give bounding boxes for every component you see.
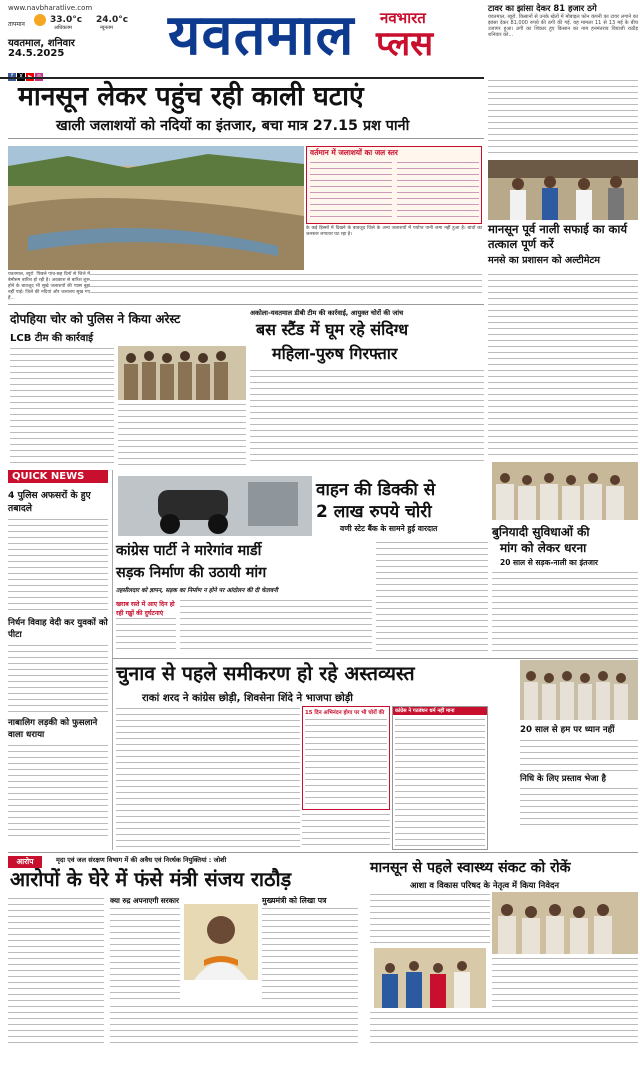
- social-icons: [8, 63, 43, 72]
- twenty-years-headline: 20 साल से हम पर ध्यान नहीं: [520, 725, 615, 735]
- aarop-tag: आरोप: [8, 856, 42, 868]
- weather-widget: [8, 14, 158, 32]
- dharna-image: [492, 462, 638, 520]
- brand-bottom: प्लस: [376, 24, 434, 64]
- election-headline: चुनाव से पहले समीकरण हो रहे अस्तव्यस्त: [116, 662, 415, 685]
- bus-headline-2: महिला-पुरुष गिरफ्तार: [272, 344, 398, 363]
- buniyadi-headline-2: मांग को लेकर धरना: [500, 541, 587, 555]
- aarop-kicker: मृदा एवं जल संरक्षण विभाग में की अवैध एवं निरर्थक नियुक्तियां : जोशी: [56, 856, 227, 864]
- health-subhead: आशा व विकास परिषद के नेतृत्व में किया निवेदन: [410, 880, 560, 890]
- city-day: यवतमाल, शनिवार: [8, 38, 75, 49]
- dam-photo: [8, 146, 304, 270]
- health-group-image: [492, 892, 638, 954]
- protest-group-image: [520, 660, 638, 720]
- top-right-headline: टावर का झांसा देकर 81 हजार ठगे: [488, 3, 597, 13]
- election-box-title: 15 दिन अभिनंदन होगा पर भी चोरों की: [305, 710, 385, 716]
- aarop-headline: आरोपों के घेरे में फंसे मंत्री संजय राठौड़: [10, 868, 292, 891]
- vahan-headline-1: वाहन की डिक्की से: [316, 480, 436, 500]
- max-temp: 33.0°c: [50, 15, 83, 25]
- issue-date: 24.5.2025: [8, 48, 65, 59]
- monsoon-meeting-photo: [488, 160, 638, 220]
- health-photo-2: [492, 892, 638, 954]
- dharna-photo: [492, 462, 638, 520]
- minister-photo: [184, 904, 258, 980]
- brand-top: नवभारत: [380, 9, 426, 27]
- quick-news-label: QUICK NEWS: [8, 470, 108, 483]
- dam-landscape-image: [8, 146, 304, 270]
- top-right-story: [488, 2, 638, 78]
- qn-item-1: 4 पुलिस अफसरों के हुए तबादले: [8, 490, 91, 514]
- vahan-headline-2: 2 लाख रुपये चोरी: [316, 502, 432, 522]
- twenty-years-photo: [520, 660, 638, 720]
- lead-subhead: खाली जलाशयों को नदियों का इंतजार, बचा मात्र 27.15 प्रश पानी: [56, 118, 410, 134]
- min-temp: 24.0°c: [96, 15, 129, 25]
- buniyadi-subhead: 20 साल से सड़क-नाली का इंतजार: [500, 558, 598, 567]
- election-right-box: [392, 706, 488, 850]
- qn-item-2: निर्धन विवाह वेदी कर युवकों को पीटा: [8, 618, 108, 640]
- election-right-title: कांग्रेस ने गठबंधन धर्म नहीं माना: [393, 707, 487, 715]
- lead-body-left-text: यवतमाल, ब्यूरो. पिछले पांच-छह दिनों से जिले में बेमौसम बारिश हो रही है। अवकाश से बारिश शुरू होने के बावजूद भी सूखे जलाशयों की प्यास बुझ नहीं पाई। जिले की नदियां और जलाशय सूख गए हैं...: [8, 272, 90, 301]
- buniyadi-headline-1: बुनियादी सुविधाओं की: [492, 525, 590, 539]
- health-meeting-image: [374, 948, 486, 1008]
- election-subhead: राकां शरद ने कांग्रेस छोड़ी, शिवसेना शिंदे ने भाजपा छोड़ी: [142, 693, 353, 704]
- sun-icon: [34, 14, 46, 26]
- top-right-body: यवतमाल, ब्यूरो. किसानों से उनके खेतों में मोबाइल फोन कंपनी का टावर लगाने का झांसा देकर 81,000 रुपये की ठगी की गई. यह मामला 11 से 13 मई के बीच उजागर हुआ। ठगी का शिकार हुए किसान का नाम हनमंतराव वियाजी राठौड़ शनिवार को...: [488, 14, 638, 38]
- congress-pull-quote: खराब रस्ते में आए दिन हो रही गड्ढों की दुर्घटनाएं: [116, 601, 175, 617]
- lead-body-right: के कई हिस्सों में दिखने के बावजूद जिले के अन्य जलाशयों में पर्याप्त पानी जमा नहीं हुआ है। बांधों का जलस्तर लगातार घट रहा है।: [306, 226, 482, 237]
- twenty-years-subhead: निधि के लिए प्रस्ताव भेजा है: [520, 773, 606, 783]
- aarop-sub-left: क्या रुद्र अपनाएगी सरकार: [110, 896, 179, 905]
- max-label: अधिकतम: [54, 25, 72, 31]
- meeting-photo-image: [488, 160, 638, 220]
- temp-label: तापमान: [8, 21, 25, 28]
- chor-photo: [118, 346, 246, 400]
- chor-headline: दोपहिया चोर को पुलिस ने किया अरेस्ट: [10, 312, 181, 326]
- health-headline: मानसून से पहले स्वास्थ्य संकट को रोकें: [370, 860, 571, 876]
- lead-headline: मानसून लेकर पहुंच रही काली घटाएं: [18, 81, 364, 112]
- chor-subhead: LCB टीम की कार्रवाई: [10, 333, 94, 344]
- aarop-sub-right: मुख्यमंत्री को लिखा पत्र: [262, 896, 327, 905]
- health-photo: [374, 948, 486, 1008]
- vahan-subhead: वणी स्टेट बैंक के सामने हुई वारदात: [340, 524, 438, 533]
- min-label: न्यूनतम: [100, 25, 113, 31]
- reservoir-box-title: वर्तमान में जलाशयों का जल स्तर: [310, 148, 398, 157]
- website-url[interactable]: www.navbharatlive.com: [8, 4, 93, 12]
- congress-headline-1: कांग्रेस पार्टी ने मारेगांव मार्डी: [116, 543, 262, 559]
- bus-headline-1: बस स्टैंड में घूम रहे संदिग्ध: [256, 320, 409, 339]
- reservoir-box: [306, 146, 482, 224]
- bus-kicker: अकोला-यवतमाल डीबी टीम की कार्रवाई, आयुक्त चोरों की जांच: [250, 309, 404, 317]
- congress-subhead: तहसीलदार को ज्ञापन, सड़क का निर्माण न होने पर आंदोलन की दी चेतावनी: [116, 588, 278, 594]
- police-group-image: [118, 346, 246, 400]
- election-box: [302, 706, 390, 810]
- scooter-photo: [118, 476, 312, 536]
- masthead-title: यवतमाल: [168, 3, 355, 68]
- congress-headline-2: सड़क निर्माण की उठायी मांग: [116, 565, 267, 581]
- minister-portrait-image: [184, 904, 258, 980]
- qn-item-3: नाबालिग लड़की को फुसलाने वाला धराया: [8, 718, 98, 740]
- nali-headline: मानसून पूर्व नाली सफाई का कार्य तत्काल पूर्ण करें मनसे का प्रशासन को अल्टीमेटम: [488, 222, 628, 266]
- scooter-image: [118, 476, 312, 536]
